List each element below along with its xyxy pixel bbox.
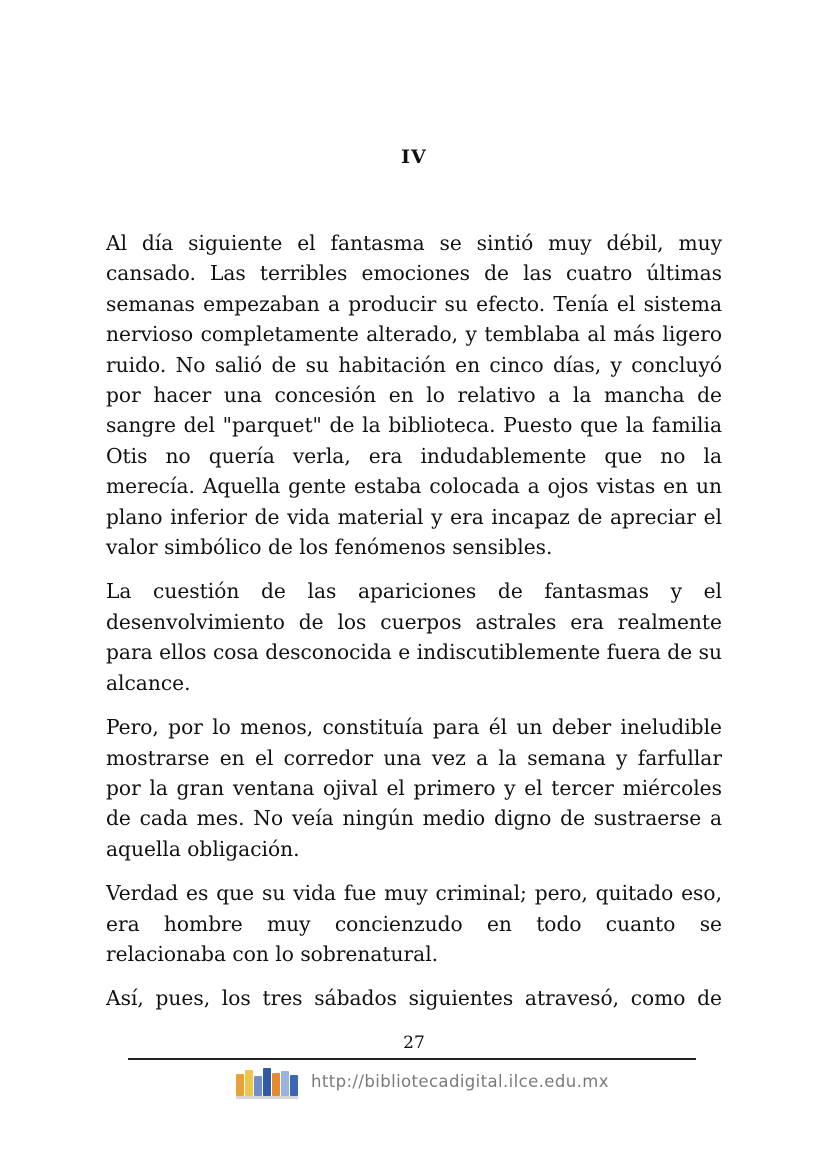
paragraph-2: La cuestión de las apariciones de fantasmas y el desenvolvimiento de los cuerpos astrales era realmente para ellos cosa desconocida e indiscutiblemente fuera de su alcance.: [106, 579, 722, 695]
logo-book-4: [263, 1068, 271, 1096]
chapter-title: IV: [401, 146, 427, 168]
logo-book-5: [272, 1073, 280, 1096]
paragraph-3: Pero, por lo menos, constituía para él un deber ineludible mostrarse en el corredor una vez a la semana y farfullar por la gran ventana ojival el primero y el tercer miércoles de cada mes. No veía ningún medio digno de sustraerse a aquella obligación.: [106, 715, 722, 861]
paragraph-1: Al día siguiente el fantasma se sintió muy débil, muy cansado. Las terribles emociones de las cuatro últimas semanas empezaban a producir su efecto. Tenía el sistema nervioso completamente alterado, y temblaba al más ligero ruido. No salió de su habitación en cinco días, y concluyó por hacer una concesión en lo relativo a la mancha de sangre del "parquet" de la biblioteca. Puesto que la familia Otis no quería verla, era indudablemente que no la merecía. Aquella gente estaba colocada a ojos vistas en un plano inferior de vida material y era incapaz de apreciar el valor simbólico de los fenómenos sensibles.: [106, 231, 722, 560]
paragraph-4: Verdad es que su vida fue muy criminal; pero, quitado eso, era hombre muy concienzudo en todo cuanto se relacionaba con lo sobrenatural.: [106, 881, 722, 966]
logo-book-7: [290, 1075, 298, 1096]
logo-book-1: [236, 1074, 244, 1096]
page-number: 27: [403, 1033, 425, 1053]
body-text: [106, 228, 722, 1028]
books-logo-icon: [234, 1066, 300, 1100]
footer-url[interactable]: http://bibliotecadigital.ilce.edu.mx: [311, 1072, 609, 1091]
logo-book-6: [281, 1071, 289, 1096]
logo-shadow: [236, 1096, 298, 1099]
logo-book-3: [254, 1076, 262, 1096]
footer-divider: [128, 1058, 696, 1060]
logo-book-2: [245, 1070, 253, 1096]
paragraph-5: Así, pues, los tres sábados siguientes atravesó, como de: [106, 986, 722, 1011]
